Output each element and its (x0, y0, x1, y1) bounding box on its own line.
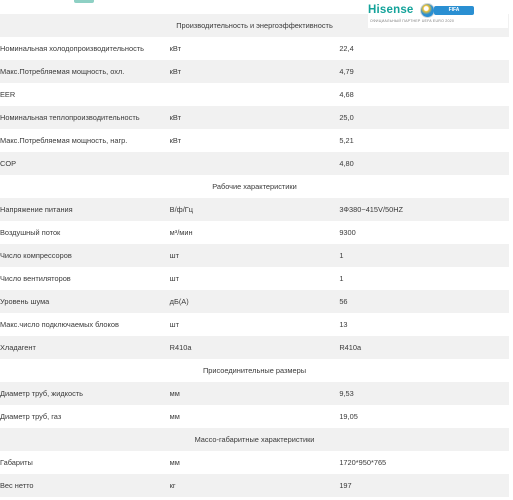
section-title: Производительность и энергоэффективность (0, 14, 509, 37)
spec-value: 4,68 (339, 90, 354, 99)
spec-unit: В/ф/Гц (170, 198, 340, 221)
spec-name: Вес нетто (0, 474, 170, 497)
spec-unit: мм (169, 412, 180, 421)
spec-name: Макс.число подключаемых блоков (0, 320, 119, 329)
spec-name: Габариты (0, 458, 33, 467)
specs-table (0, 14, 509, 497)
table-row (0, 474, 509, 497)
table-row (0, 198, 509, 221)
spec-unit: кВт (170, 60, 340, 83)
spec-name: Уровень шума (0, 290, 170, 313)
spec-value: 4,79 (339, 60, 509, 83)
spec-unit: шт (169, 274, 179, 283)
spec-name: COP (0, 152, 170, 175)
table-row (0, 106, 509, 129)
spec-name: Воздушный поток (0, 228, 61, 237)
table-row (0, 313, 509, 336)
section-title: Массо-габаритные характеристики (0, 428, 509, 451)
brand-logo (368, 2, 508, 28)
globe-icon (420, 3, 435, 18)
brand-badge: FIFA (434, 6, 474, 15)
spec-name: Хладагент (0, 336, 170, 359)
spec-value: 3Ф380~415V/50HZ (339, 198, 509, 221)
spec-value: 197 (339, 474, 509, 497)
spec-unit: кВт (170, 106, 340, 129)
spec-unit: R410a (170, 336, 340, 359)
spec-value: 25,0 (339, 106, 509, 129)
spec-name: Число компрессоров (0, 244, 170, 267)
table-row (0, 382, 509, 405)
table-row (0, 336, 509, 359)
spec-unit: мм (170, 382, 340, 405)
table-row (0, 152, 509, 175)
spec-value: 22,4 (339, 44, 354, 53)
table-row (0, 83, 509, 106)
spec-value: 9300 (339, 228, 356, 237)
spec-value: 9,53 (339, 382, 509, 405)
spec-unit: кг (170, 474, 340, 497)
spec-name: Номинальная теплопроизводительность (0, 106, 170, 129)
table-row (0, 221, 509, 244)
spec-value: 19,05 (339, 412, 358, 421)
spec-unit (170, 152, 340, 175)
section-header-row (0, 175, 509, 198)
spec-name: Номинальная холодопроизводительность (0, 44, 145, 53)
section-title: Рабочие характеристики (212, 182, 297, 191)
spec-unit: кВт (169, 136, 181, 145)
brand-name: Hisense (368, 4, 414, 16)
spec-value: 1 (339, 274, 344, 283)
spec-name: Напряжение питания (0, 198, 170, 221)
spec-name: Макс.Потребляемая мощность, нагр. (0, 136, 128, 145)
table-row (0, 37, 509, 60)
spec-value: 4,80 (339, 152, 509, 175)
table-row (0, 290, 509, 313)
spec-unit: мм (169, 458, 180, 467)
spec-name: Диаметр труб, жидкость (0, 382, 170, 405)
table-row (0, 405, 509, 428)
brand-tagline: ОФИЦИАЛЬНЫЙ ПАРТНЕР UEFA EURO 2020 (370, 19, 455, 23)
spec-value: 1720*950*765 (339, 458, 387, 467)
spec-name: Макс.Потребляемая мощность, охл. (0, 60, 170, 83)
spec-unit: кВт (169, 44, 181, 53)
spec-unit: м³/мин (169, 228, 193, 237)
spec-unit: шт (169, 320, 179, 329)
table-row (0, 129, 509, 152)
spec-value: 56 (339, 290, 509, 313)
spec-unit: дБ(А) (170, 290, 340, 313)
spec-value: 5,21 (339, 136, 354, 145)
spec-unit (170, 83, 340, 106)
spec-name: Диаметр труб, газ (0, 412, 62, 421)
top-tab-indicator[interactable] (74, 0, 94, 3)
section-header-row (0, 359, 509, 382)
table-row (0, 60, 509, 83)
spec-name: Число вентиляторов (0, 274, 71, 283)
spec-value: 13 (339, 320, 348, 329)
table-row (0, 244, 509, 267)
spec-value: 1 (339, 244, 509, 267)
spec-name: EER (0, 90, 16, 99)
spec-unit: шт (170, 244, 340, 267)
spec-value: R410a (339, 336, 509, 359)
table-row (0, 451, 509, 474)
section-header-row (0, 428, 509, 451)
section-title: Присоединительные размеры (202, 366, 307, 375)
table-row (0, 267, 509, 290)
